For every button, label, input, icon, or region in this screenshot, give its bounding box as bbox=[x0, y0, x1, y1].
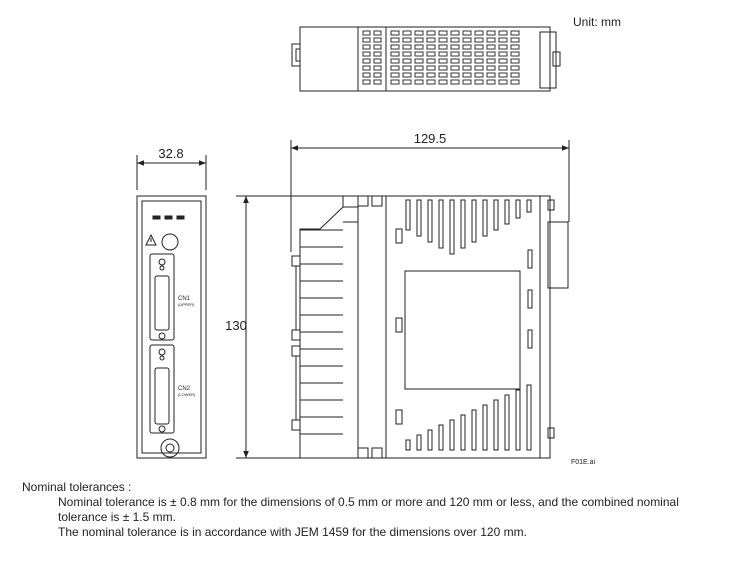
vent-slot bbox=[516, 390, 520, 450]
vent-slot bbox=[439, 66, 447, 70]
vent-slot bbox=[439, 80, 447, 84]
vent-slot bbox=[475, 52, 483, 56]
vent-slot bbox=[439, 59, 447, 63]
vent-slot bbox=[483, 405, 487, 450]
notes-line-3: The nominal tolerance is in accordance with JEM 1459 for the dimensions over 120 mm. bbox=[58, 525, 527, 539]
vent-slot bbox=[511, 73, 519, 77]
vent-slot bbox=[463, 59, 471, 63]
vent-slot bbox=[415, 66, 423, 70]
vent-slot bbox=[363, 38, 370, 42]
vent-slot bbox=[428, 430, 432, 450]
vent-slot bbox=[363, 45, 370, 49]
vent-slot bbox=[461, 200, 465, 248]
vent-slot bbox=[403, 45, 411, 49]
vent-slot bbox=[487, 80, 495, 84]
vent-slot bbox=[427, 52, 435, 56]
vent-slot bbox=[475, 45, 483, 49]
vent-slot bbox=[403, 31, 411, 35]
vent-slot bbox=[450, 420, 454, 450]
vent-slot bbox=[511, 38, 519, 42]
vent-slot bbox=[511, 31, 519, 35]
vent-slot bbox=[428, 200, 432, 242]
vent-slot bbox=[363, 59, 370, 63]
vent-slot bbox=[439, 45, 447, 49]
cn1-label: CN1 bbox=[178, 296, 191, 302]
vent-slot bbox=[427, 73, 435, 77]
vent-slot bbox=[391, 73, 399, 77]
vent-slot bbox=[374, 38, 381, 42]
vent-slot bbox=[363, 31, 370, 35]
vent-slot bbox=[451, 38, 459, 42]
front-view bbox=[137, 155, 206, 458]
vent-slot bbox=[427, 45, 435, 49]
vent-slot bbox=[363, 73, 370, 77]
vent-slot bbox=[461, 415, 465, 450]
vent-slot bbox=[427, 66, 435, 70]
vent-slot bbox=[499, 38, 507, 42]
vent-slot bbox=[374, 59, 381, 63]
vent-slot bbox=[505, 395, 509, 450]
cn1-sublabel: (UPPER) bbox=[178, 302, 195, 307]
vent-slot bbox=[427, 80, 435, 84]
vent-slot bbox=[439, 52, 447, 56]
vent-slot bbox=[528, 250, 532, 268]
vent-slot bbox=[427, 59, 435, 63]
vent-slot bbox=[527, 200, 531, 212]
vent-slot bbox=[511, 80, 519, 84]
vent-slot bbox=[415, 80, 423, 84]
side-view bbox=[236, 140, 569, 458]
vent-slot bbox=[505, 200, 509, 224]
vent-slot bbox=[511, 45, 519, 49]
vent-slot bbox=[463, 45, 471, 49]
cn2-label: CN2 bbox=[178, 386, 191, 392]
vent-slot bbox=[391, 31, 399, 35]
vent-slot bbox=[374, 66, 381, 70]
vent-slot bbox=[475, 80, 483, 84]
vent-slot bbox=[417, 200, 421, 236]
vent-slot bbox=[487, 66, 495, 70]
vent-slot bbox=[374, 52, 381, 56]
depth-dimension-label: 129.5 bbox=[413, 131, 447, 146]
vent-slot bbox=[463, 52, 471, 56]
vent-slot bbox=[451, 31, 459, 35]
vent-slot bbox=[415, 38, 423, 42]
vent-slot bbox=[374, 45, 381, 49]
vent-slot bbox=[483, 200, 487, 236]
vent-slot bbox=[511, 66, 519, 70]
vent-slot bbox=[403, 73, 411, 77]
vent-slot bbox=[475, 31, 483, 35]
vent-slot bbox=[511, 52, 519, 56]
vent-slot bbox=[403, 52, 411, 56]
vent-slot bbox=[494, 200, 498, 230]
vent-slot bbox=[403, 66, 411, 70]
vent-slot bbox=[463, 80, 471, 84]
vent-slot bbox=[487, 31, 495, 35]
vent-slot bbox=[499, 31, 507, 35]
vent-slot bbox=[415, 73, 423, 77]
vent-slot bbox=[463, 66, 471, 70]
vent-slot bbox=[363, 52, 370, 56]
vent-slot bbox=[403, 59, 411, 63]
vent-slot bbox=[374, 73, 381, 77]
vent-slot bbox=[415, 31, 423, 35]
vent-slot bbox=[417, 435, 421, 450]
vent-slot bbox=[391, 38, 399, 42]
unit-label: Unit: mm bbox=[573, 15, 621, 29]
vent-slot bbox=[406, 440, 410, 450]
vent-slot bbox=[451, 52, 459, 56]
vent-slot bbox=[374, 80, 381, 84]
vent-slot bbox=[363, 80, 370, 84]
vent-slot bbox=[406, 200, 410, 230]
vent-slot bbox=[499, 45, 507, 49]
vent-slot bbox=[463, 31, 471, 35]
figure-id: F01E.ai bbox=[571, 459, 596, 466]
vent-slot bbox=[487, 45, 495, 49]
vent-slot bbox=[527, 385, 531, 450]
vent-slot bbox=[463, 38, 471, 42]
vent-slot bbox=[511, 59, 519, 63]
vent-slot bbox=[487, 38, 495, 42]
vent-slot bbox=[487, 59, 495, 63]
vent-slot bbox=[439, 73, 447, 77]
vent-slot bbox=[391, 59, 399, 63]
vent-slot bbox=[472, 410, 476, 450]
width-dimension-label: 32.8 bbox=[158, 146, 184, 161]
vent-slot bbox=[391, 45, 399, 49]
vent-slot bbox=[391, 52, 399, 56]
vent-slot bbox=[439, 200, 443, 248]
vent-slot bbox=[499, 59, 507, 63]
vent-slot bbox=[415, 52, 423, 56]
vent-slot bbox=[439, 425, 443, 450]
vent-slot bbox=[528, 330, 532, 348]
vent-slot bbox=[439, 38, 447, 42]
vent-slot bbox=[391, 80, 399, 84]
vent-slot bbox=[374, 31, 381, 35]
vent-slot bbox=[403, 80, 411, 84]
vent-slot bbox=[499, 66, 507, 70]
vent-slot bbox=[472, 200, 476, 242]
vent-slot bbox=[439, 31, 447, 35]
vent-slot bbox=[463, 73, 471, 77]
cn2-sublabel: (LOWER) bbox=[178, 392, 196, 397]
vent-slot bbox=[516, 200, 520, 218]
vent-slot bbox=[427, 31, 435, 35]
vent-slot bbox=[475, 66, 483, 70]
vent-slot bbox=[451, 80, 459, 84]
vent-slot bbox=[427, 38, 435, 42]
vent-slot bbox=[475, 38, 483, 42]
vent-slot bbox=[403, 38, 411, 42]
vent-slot bbox=[415, 59, 423, 63]
notes-line-1: Nominal tolerance is ± 0.8 mm for the dimensions of 0.5 mm or more and 120 mm or less, and the combined nominal bbox=[58, 495, 679, 509]
vent-slot bbox=[528, 290, 532, 308]
vent-slot bbox=[391, 66, 399, 70]
vent-slot bbox=[487, 52, 495, 56]
vent-slot bbox=[363, 66, 370, 70]
tolerance-notes bbox=[22, 480, 742, 540]
vent-slot bbox=[451, 59, 459, 63]
notes-heading: Nominal tolerances : bbox=[22, 480, 132, 494]
vent-slot bbox=[451, 66, 459, 70]
top-view bbox=[292, 27, 560, 91]
vent-slot bbox=[494, 400, 498, 450]
vent-slot bbox=[499, 52, 507, 56]
vent-slot bbox=[487, 73, 495, 77]
vent-slot bbox=[450, 200, 454, 254]
vent-slot bbox=[451, 73, 459, 77]
vent-slot bbox=[451, 45, 459, 49]
height-dimension-label: 130 bbox=[225, 318, 247, 333]
vent-slot bbox=[475, 59, 483, 63]
vent-slot bbox=[475, 73, 483, 77]
notes-line-2: tolerance is ± 1.5 mm. bbox=[58, 510, 176, 524]
vent-slot bbox=[499, 80, 507, 84]
vent-slot bbox=[499, 73, 507, 77]
vent-slot bbox=[415, 45, 423, 49]
